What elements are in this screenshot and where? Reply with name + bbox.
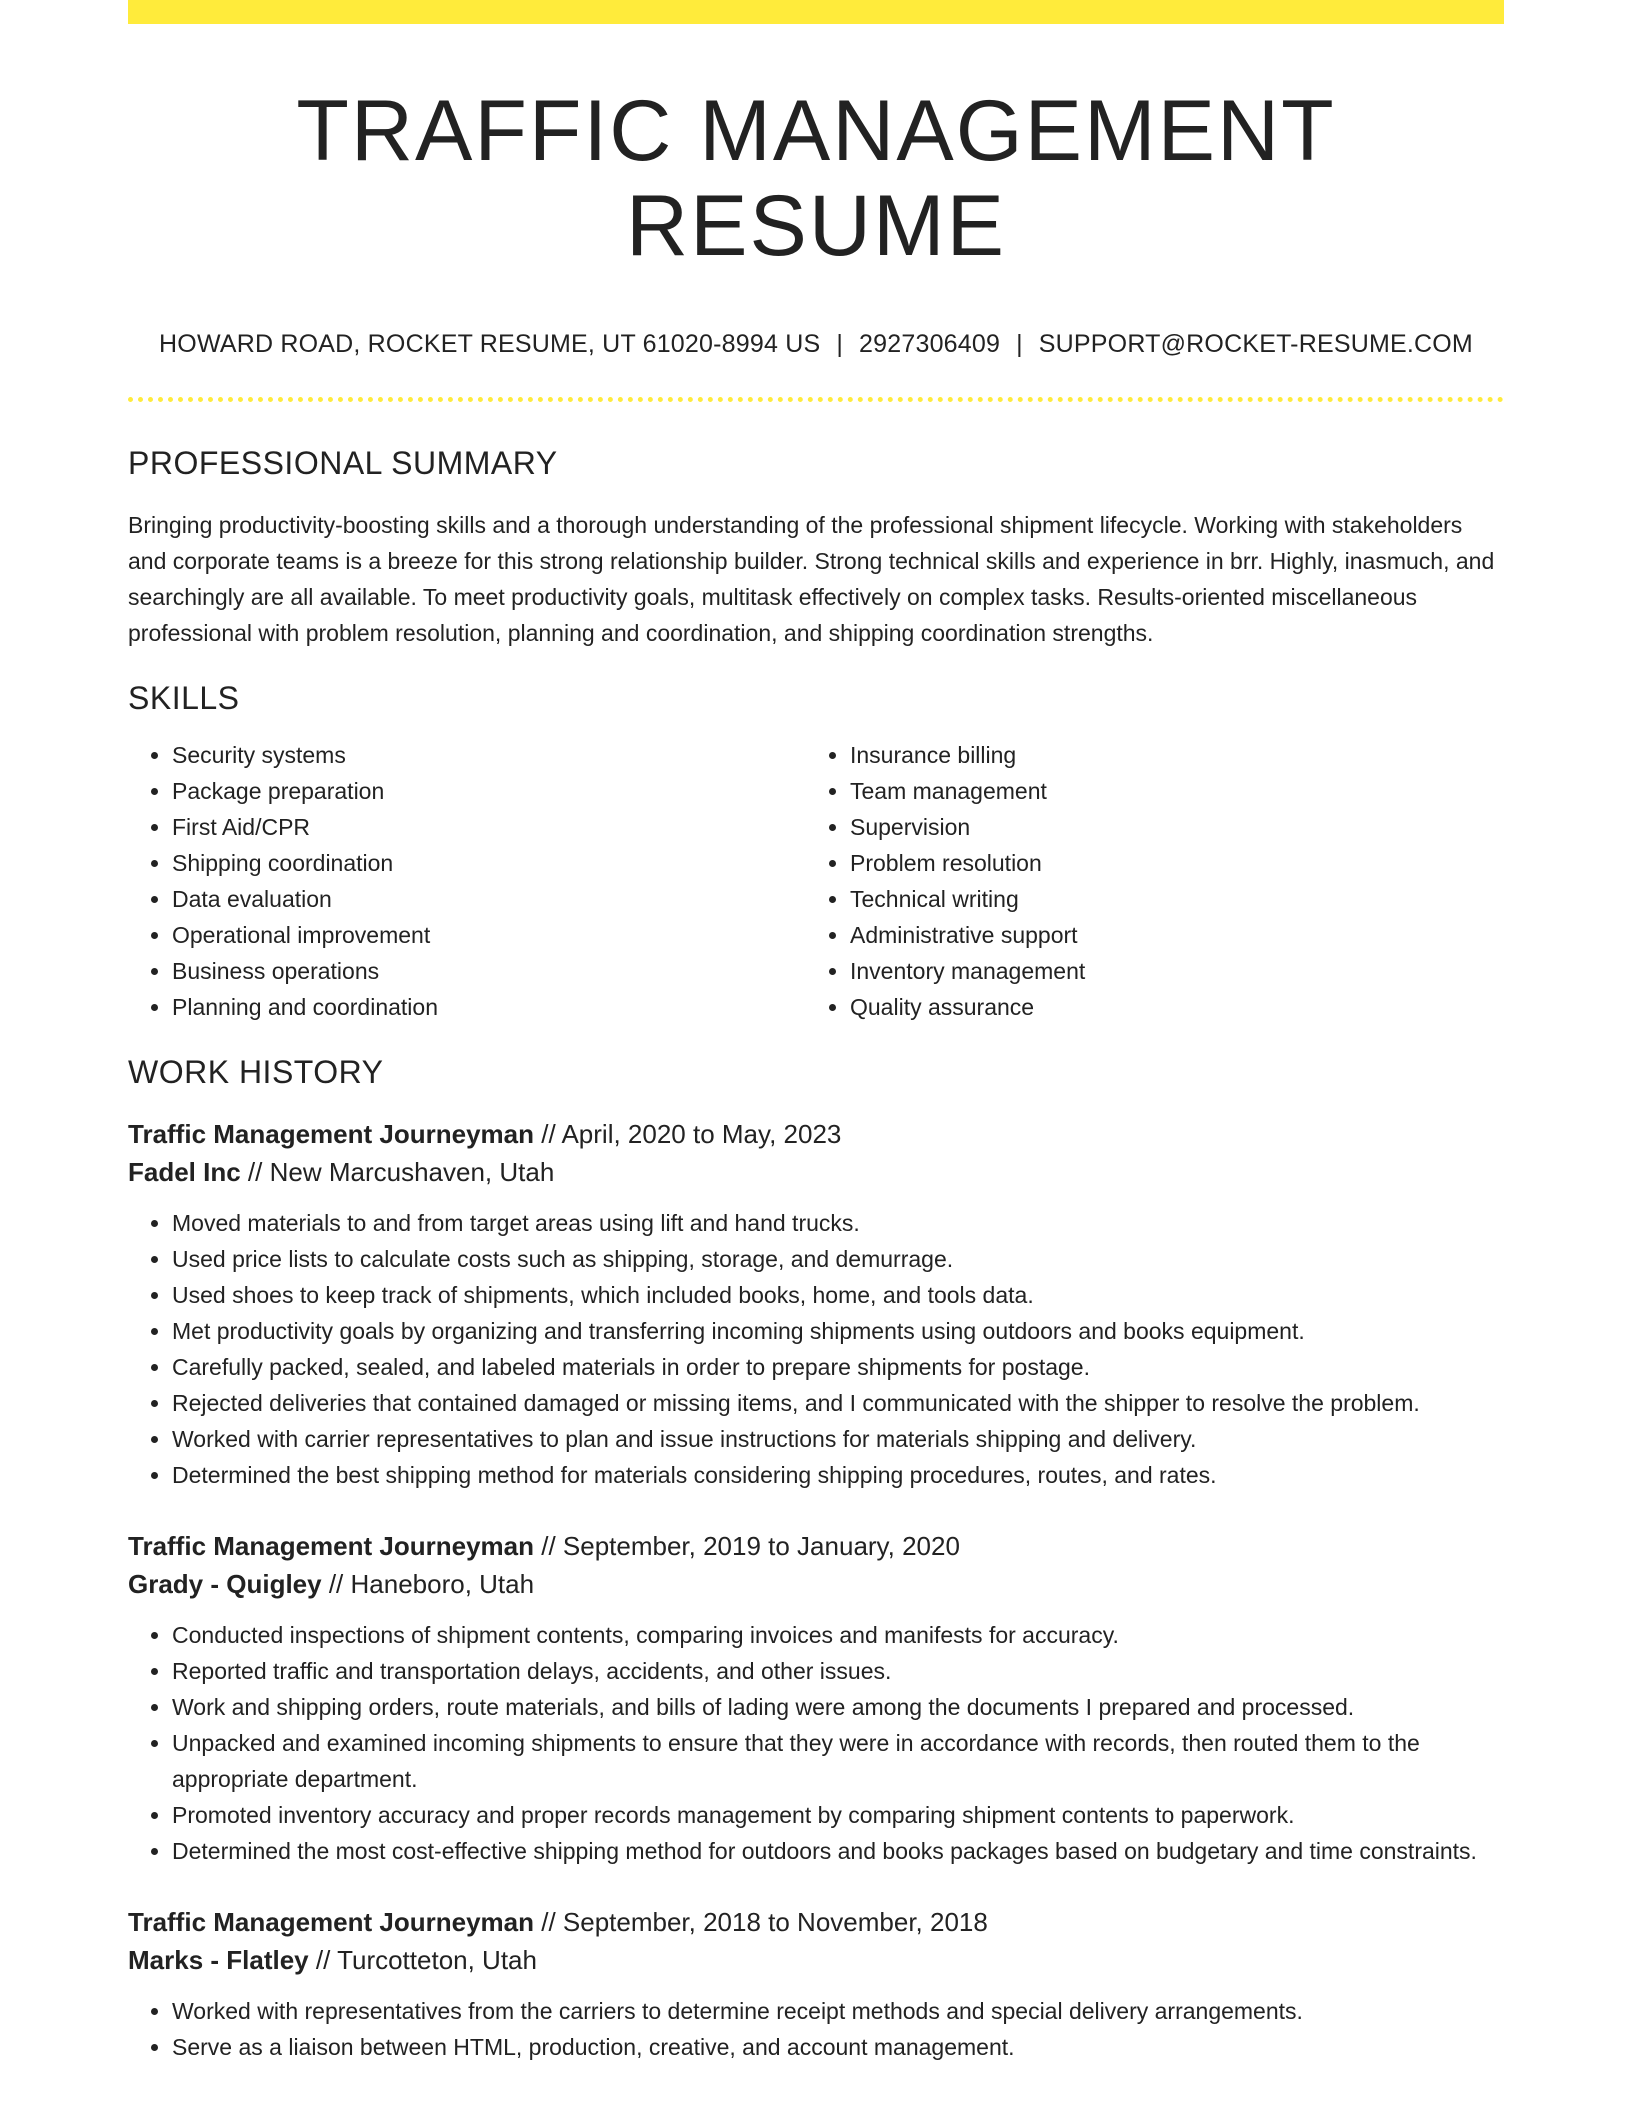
skill-item: • Planning and coordination — [172, 989, 806, 1025]
job-duty-item: • Used shoes to keep track of shipments, which included books, home, and tools data. — [172, 1277, 1504, 1313]
skill-item: • Administrative support — [850, 917, 1504, 953]
job-title: Traffic Management Journeyman — [128, 1119, 534, 1150]
job-duties — [128, 1993, 1504, 2065]
job-entry — [128, 1903, 1504, 2065]
job-duty-item: • Worked with carrier representatives to plan and issue instructions for materials shipping and delivery. — [172, 1421, 1504, 1457]
job-duty-item: • Met productivity goals by organizing and transferring incoming shipments using outdoors and books equipment. — [172, 1313, 1504, 1349]
job-duty-item: • Serve as a liaison between HTML, production, creative, and account management. — [172, 2029, 1504, 2065]
skill-item: • Security systems — [172, 737, 806, 773]
skills-column-right — [806, 737, 1504, 1025]
dotted-divider — [128, 397, 1504, 402]
job-title-line — [128, 1527, 1504, 1565]
job-duty-item: • Moved materials to and from target areas using lift and hand trucks. — [172, 1205, 1504, 1241]
skill-item: • Quality assurance — [850, 989, 1504, 1025]
job-dates: // September, 2018 to November, 2018 — [534, 1907, 988, 1938]
job-duty-item: • Worked with representatives from the carriers to determine receipt methods and special delivery arrangements. — [172, 1993, 1504, 2029]
job-duty-item: • Conducted inspections of shipment contents, comparing invoices and manifests for accuracy. — [172, 1617, 1504, 1653]
skill-item: • Operational improvement — [172, 917, 806, 953]
skill-item: • Inventory management — [850, 953, 1504, 989]
contact-separator: | — [1016, 330, 1023, 359]
summary-text: Bringing productivity-boosting skills and a thorough understanding of the professional shipment lifecycle. Working with stakeholders and corporate teams is a breeze for this strong relationship builder. Strong technical skills and experience in brr. Highly, inasmuch, and searchingly are all available. To meet productivity goals, multitask effectively on complex tasks. Results-oriented miscellaneous professional with problem resolution, planning and coordination, and shipping coordination strengths. — [128, 511, 1495, 646]
job-title: Traffic Management Journeyman — [128, 1907, 534, 1938]
contact-phone: 2927306409 — [859, 330, 1001, 359]
job-company: Marks - Flatley — [128, 1945, 309, 1976]
job-duty-item: • Unpacked and examined incoming shipments to ensure that they were in accordance with records, then routed them to the appropriate department. — [172, 1725, 1504, 1797]
job-duties — [128, 1617, 1504, 1869]
skill-item: • First Aid/CPR — [172, 809, 806, 845]
job-duties — [128, 1205, 1504, 1493]
skill-item: • Supervision — [850, 809, 1504, 845]
contact-line — [128, 329, 1504, 359]
job-dates: // April, 2020 to May, 2023 — [534, 1119, 842, 1150]
skills-heading: SKILLS — [128, 679, 240, 716]
skill-item: • Insurance billing — [850, 737, 1504, 773]
job-company-line — [128, 1153, 1504, 1191]
contact-email: SUPPORT@ROCKET-RESUME.COM — [1038, 330, 1473, 359]
resume-title: TRAFFIC MANAGEMENT RESUME — [296, 83, 1336, 274]
job-duty-item: • Promoted inventory accuracy and proper records management by comparing shipment contents to paperwork. — [172, 1797, 1504, 1833]
job-duty-item: • Rejected deliveries that contained damaged or missing items, and I communicated with the shipper to resolve the problem. — [172, 1385, 1504, 1421]
job-duty-item: • Determined the most cost-effective shipping method for outdoors and books packages based on budgetary and time constraints. — [172, 1833, 1504, 1869]
job-company-line — [128, 1941, 1504, 1979]
skill-item: • Technical writing — [850, 881, 1504, 917]
work-history-heading: WORK HISTORY — [128, 1053, 384, 1090]
job-duty-item: • Carefully packed, sealed, and labeled materials in order to prepare shipments for postage. — [172, 1349, 1504, 1385]
skills-list — [128, 737, 1504, 1025]
work-history-list — [128, 1115, 1504, 2065]
job-title-line — [128, 1115, 1504, 1153]
contact-address: HOWARD ROAD, ROCKET RESUME, UT 61020-8994 US — [159, 330, 821, 359]
job-company-line — [128, 1565, 1504, 1603]
job-duty-item: • Reported traffic and transportation delays, accidents, and other issues. — [172, 1653, 1504, 1689]
job-duty-item: • Determined the best shipping method for materials considering shipping procedures, routes, and rates. — [172, 1457, 1504, 1493]
job-location: // New Marcushaven, Utah — [240, 1157, 555, 1188]
job-location: // Turcotteton, Utah — [308, 1945, 537, 1976]
job-dates: // September, 2019 to January, 2020 — [534, 1531, 960, 1562]
skill-item: • Data evaluation — [172, 881, 806, 917]
skills-column-left — [128, 737, 806, 1025]
job-company: Fadel Inc — [128, 1157, 241, 1188]
skill-item: • Business operations — [172, 953, 806, 989]
job-entry — [128, 1527, 1504, 1869]
skill-item: • Problem resolution — [850, 845, 1504, 881]
skill-item: • Team management — [850, 773, 1504, 809]
skill-item: • Package preparation — [172, 773, 806, 809]
summary-heading: PROFESSIONAL SUMMARY — [128, 445, 558, 482]
skill-item: • Shipping coordination — [172, 845, 806, 881]
job-duty-item: • Work and shipping orders, route materials, and bills of lading were among the documents I prepared and processed. — [172, 1689, 1504, 1725]
job-title-line — [128, 1903, 1504, 1941]
job-duty-item: • Used price lists to calculate costs such as shipping, storage, and demurrage. — [172, 1241, 1504, 1277]
accent-bar — [128, 0, 1504, 24]
job-company: Grady - Quigley — [128, 1569, 322, 1600]
job-entry — [128, 1115, 1504, 1493]
job-title: Traffic Management Journeyman — [128, 1531, 534, 1562]
contact-separator: | — [836, 330, 844, 359]
job-location: // Haneboro, Utah — [321, 1569, 535, 1600]
